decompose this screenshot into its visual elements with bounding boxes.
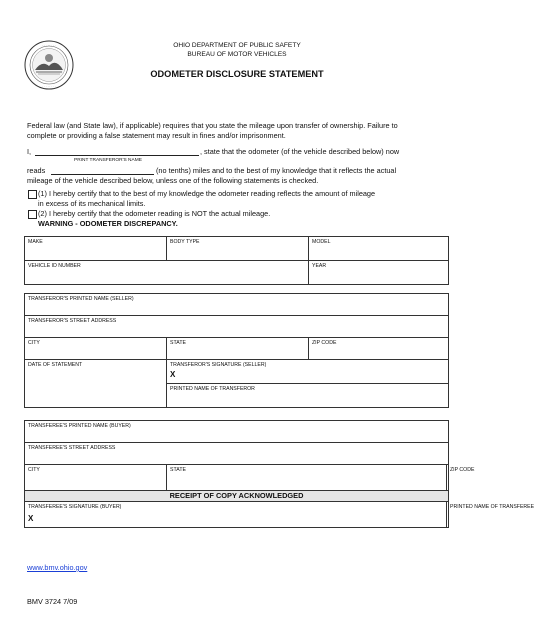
transferor-address-field[interactable] [25, 316, 449, 338]
warning-text: WARNING - ODOMETER DISCREPANCY. [38, 219, 178, 228]
transferor-printed-name-field[interactable] [167, 384, 449, 408]
page-title: ODOMETER DISCLOSURE STATEMENT [150, 69, 324, 79]
option-1-text-2: in excess of its mechanical limits. [38, 199, 146, 208]
transferor-name-field[interactable] [25, 294, 449, 316]
year-label: YEAR [312, 263, 327, 269]
transferee-signature-x: X [28, 514, 34, 523]
body-type-field[interactable] [167, 237, 309, 261]
svg-text:· · · · · · · ·: · · · · · · · · [42, 84, 56, 88]
transferee-city-label: CITY [28, 467, 40, 473]
reads-text: (no tenths) miles and to the best of my knowledge that it reflects the actual [156, 166, 397, 175]
print-name-label: PRINT TRANSFEROR'S NAME [74, 158, 142, 163]
bmv-website-link[interactable]: www.bmv.ohio.gov [27, 563, 88, 572]
vehicle-table [24, 236, 449, 285]
bureau-name: BUREAU OF MOTOR VEHICLES [187, 51, 287, 58]
transferor-state-label: STATE [170, 340, 186, 346]
transferee-address-field[interactable] [25, 443, 449, 465]
svg-text:· · · · · · · ·: · · · · · · · · [42, 43, 56, 47]
transferor-city-field[interactable] [25, 338, 167, 360]
transferee-table [24, 420, 534, 528]
dept-name: OHIO DEPARTMENT OF PUBLIC SAFETY [173, 42, 301, 49]
transferor-signature-label: TRANSFEROR'S SIGNATURE (SELLER) [170, 362, 267, 368]
option-2-checkbox[interactable] [28, 210, 37, 219]
transferor-zip-field[interactable] [309, 338, 449, 360]
transferor-signature-x: X [170, 370, 176, 379]
date-of-statement-field[interactable] [25, 360, 167, 408]
option-1-text: (1) I hereby certify that to the best of my knowledge the odometer reading reflects the amount of mileage [38, 189, 376, 198]
transferee-name-field[interactable] [25, 421, 449, 443]
transferee-name-label: TRANSFEREE'S PRINTED NAME (BUYER) [28, 423, 131, 429]
option-1-checkbox[interactable] [28, 190, 37, 199]
vin-label: VEHICLE ID NUMBER [28, 263, 81, 269]
make-label: MAKE [28, 239, 43, 245]
body-type-label: BODY TYPE [170, 239, 200, 245]
transferee-zip-field[interactable] [447, 465, 475, 491]
intro-line-2: complete or providing a false statement may result in fines and/or imprisonment. [27, 131, 286, 140]
transferor-address-label: TRANSFEROR'S STREET ADDRESS [28, 318, 117, 324]
date-of-statement-label: DATE OF STATEMENT [28, 362, 83, 368]
reads-text-2: mileage of the vehicle described below, unless one of the following statements is checked. [27, 176, 319, 185]
transferee-signature-label: TRANSFEREE'S SIGNATURE (BUYER) [28, 504, 122, 510]
transferor-printed-name-label: PRINTED NAME OF TRANSFEROR [170, 386, 255, 392]
intro-paragraph [27, 121, 457, 141]
reads-label: reads [27, 166, 46, 175]
transferee-printed-name-field[interactable] [447, 502, 534, 528]
vin-field[interactable] [25, 261, 309, 285]
model-field[interactable] [309, 237, 449, 261]
transferor-state-field[interactable] [167, 338, 309, 360]
transferee-printed-name-label: PRINTED NAME OF TRANSFEREE [450, 504, 534, 510]
transferee-address-label: TRANSFEREE'S STREET ADDRESS [28, 445, 116, 451]
transferor-city-label: CITY [28, 340, 40, 346]
option-2-text: (2) I hereby certify that the odometer reading is NOT the actual mileage. [38, 209, 271, 218]
transferor-name-line[interactable] [35, 155, 199, 156]
form-id: BMV 3724 7/09 [27, 597, 78, 606]
transferee-state-field[interactable] [167, 465, 447, 491]
receipt-header: RECEIPT OF COPY ACKNOWLEDGED [25, 491, 449, 502]
transferor-zip-label: ZIP CODE [312, 340, 337, 346]
mileage-line[interactable] [51, 174, 154, 175]
model-label: MODEL [312, 239, 331, 245]
transferee-state-label: STATE [170, 467, 186, 473]
transferee-zip-label: ZIP CODE [450, 467, 475, 473]
transferee-city-field[interactable] [25, 465, 167, 491]
transferor-name-label: TRANSFEROR'S PRINTED NAME (SELLER) [28, 296, 134, 302]
year-field[interactable] [309, 261, 449, 285]
transferor-signature-field[interactable] [167, 360, 449, 384]
transferee-signature-field[interactable] [25, 502, 447, 528]
transferor-table [24, 293, 449, 408]
i-label: I, [27, 147, 32, 156]
make-field[interactable] [25, 237, 167, 261]
state-text: , state that the odometer (of the vehicle described below) now [200, 147, 400, 156]
intro-line-1: Federal law (and State law), if applicable) requires that you state the mileage upon transfer of ownership. Failure to [27, 121, 398, 130]
